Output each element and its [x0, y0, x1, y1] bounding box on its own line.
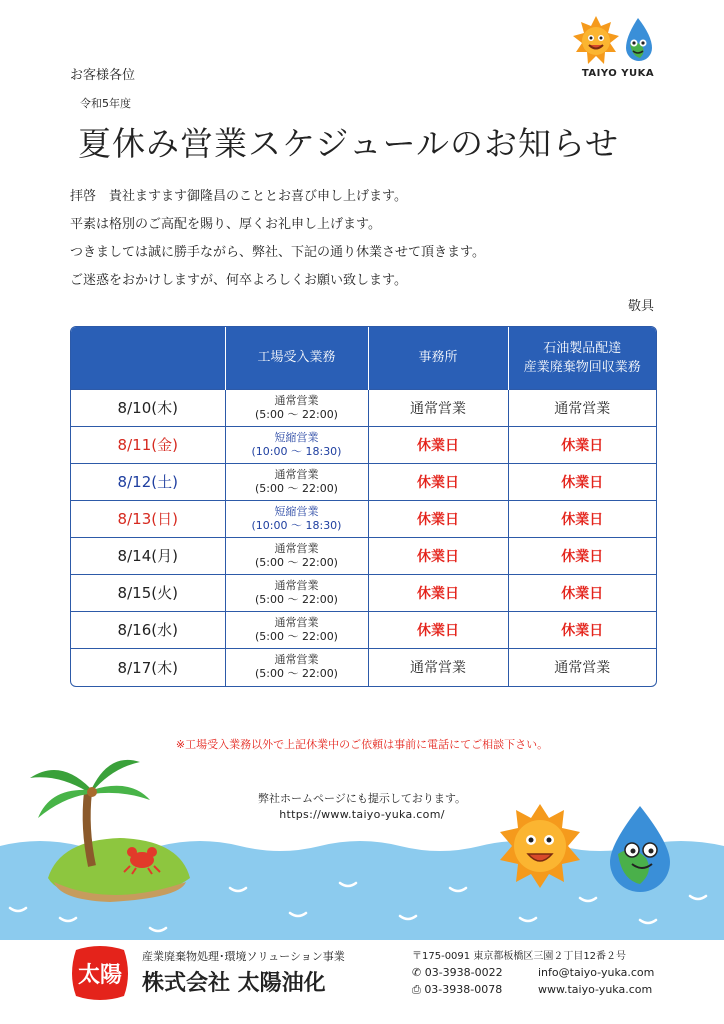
phone-icon: ✆ [412, 966, 422, 979]
row-date: 8/17(木) [71, 648, 225, 686]
row-factory [225, 648, 368, 686]
fiscal-year: 令和5年度 [80, 97, 131, 110]
row-delivery: 休業日 [508, 500, 656, 537]
row-factory [225, 574, 368, 611]
row-factory [225, 426, 368, 463]
row-delivery: 通常営業 [508, 648, 656, 686]
row-factory [225, 463, 368, 500]
company-fax [412, 983, 502, 997]
row-office: 休業日 [368, 500, 508, 537]
fax-icon: ⎙ [412, 983, 421, 996]
company-tel[interactable] [412, 966, 503, 979]
row-office: 休業日 [368, 574, 508, 611]
table-row [71, 537, 656, 574]
table-row [71, 389, 656, 426]
header-date [71, 327, 225, 389]
row-office: 休業日 [368, 611, 508, 648]
page-title: 夏休み営業スケジュールのお知らせ [78, 124, 620, 163]
letter-line: ご迷惑をおかけしますが、何卒よろしくお願い致します。 [70, 273, 407, 288]
company-email[interactable]: info@taiyo-yuka.com [538, 966, 655, 979]
row-office: 休業日 [368, 537, 508, 574]
row-date: 8/14(月) [71, 537, 225, 574]
factory-status: 通常営業 [274, 653, 319, 667]
table-row [71, 611, 656, 648]
row-date: 8/15(火) [71, 574, 225, 611]
recipient: お客様各位 [70, 68, 136, 83]
factory-status: 短縮営業 [274, 504, 319, 518]
row-factory [225, 500, 368, 537]
website-label: 弊社ホームページにも提示しております。 [258, 792, 466, 805]
beach-illustration [0, 748, 724, 940]
letter-closing: 敬具 [627, 299, 654, 314]
header-office: 事務所 [368, 327, 508, 389]
factory-status: 通常営業 [274, 541, 319, 555]
row-date: 8/16(水) [71, 611, 225, 648]
company-tagline: 産業廃棄物処理･環境ソリューション事業 [142, 950, 345, 963]
letter-line: 平素は格別のご高配を賜り、厚くお礼申し上げます。 [70, 217, 381, 232]
header-factory: 工場受入業務 [225, 327, 368, 389]
company-name: 株式会社 太陽油化 [142, 971, 326, 996]
factory-status: 通常営業 [274, 578, 319, 592]
row-office: 休業日 [368, 463, 508, 500]
row-factory [225, 537, 368, 574]
water-drop-mascot-icon [626, 18, 652, 61]
notice-text: ※工場受入業務以外で上記休業中のご依頼は事前に電話にてご相談下さい。 [175, 738, 549, 751]
factory-status: 通常営業 [274, 393, 319, 407]
logo-text: TAIYO YUKA [581, 68, 655, 79]
letter-line: 拝啓 貴社ますます御隆昌のこととお喜び申し上げます。 [70, 189, 407, 204]
table-row [71, 500, 656, 537]
logo-mascots [566, 14, 666, 74]
row-office: 休業日 [368, 426, 508, 463]
company-badge-graphic [70, 944, 130, 1002]
row-delivery: 休業日 [508, 574, 656, 611]
row-delivery: 休業日 [508, 426, 656, 463]
row-date: 8/10(木) [71, 389, 225, 426]
factory-hours: (5:00 ～ 22:00) [255, 407, 338, 421]
company-website[interactable]: www.taiyo-yuka.com [538, 983, 653, 996]
factory-hours: (10:00 ～ 18:30) [251, 518, 342, 532]
row-date: 8/12(土) [71, 463, 225, 500]
row-factory [225, 389, 368, 426]
website-url[interactable]: https://www.taiyo-yuka.com/ [279, 808, 445, 821]
row-office: 通常営業 [368, 389, 508, 426]
factory-hours: (5:00 ～ 22:00) [255, 667, 338, 681]
row-delivery: 休業日 [508, 611, 656, 648]
letter-line: つきましては誠に勝手ながら、弊社、下記の通り休業させて頂きます。 [70, 245, 485, 260]
row-delivery: 休業日 [508, 463, 656, 500]
company-badge-text: 太陽 [77, 963, 123, 988]
sun-mascot-icon [573, 16, 619, 64]
factory-hours: (5:00 ～ 22:00) [255, 629, 338, 643]
letter-body [70, 183, 485, 295]
row-date: 8/11(金) [71, 426, 225, 463]
factory-status: 短縮営業 [274, 430, 319, 444]
table-row [71, 648, 656, 686]
factory-status: 通常営業 [274, 615, 319, 629]
row-delivery: 休業日 [508, 537, 656, 574]
factory-hours: (5:00 ～ 22:00) [255, 555, 338, 569]
factory-hours: (5:00 ～ 22:00) [255, 481, 338, 495]
row-office: 通常営業 [368, 648, 508, 686]
fax-number: 03-3938-0078 [424, 983, 503, 996]
tel-number: 03-3938-0022 [424, 966, 503, 979]
table-header-row [71, 327, 656, 389]
factory-status: 通常営業 [274, 467, 319, 481]
row-factory [225, 611, 368, 648]
schedule-table [70, 326, 657, 687]
row-date: 8/13(日) [71, 500, 225, 537]
table-row [71, 426, 656, 463]
table-row [71, 463, 656, 500]
company-badge [70, 944, 130, 1002]
company-address: 〒175-0091 東京都板橋区三園２丁目12番２号 [412, 951, 627, 962]
row-delivery: 通常営業 [508, 389, 656, 426]
factory-hours: (10:00 ～ 18:30) [251, 444, 342, 458]
factory-hours: (5:00 ～ 22:00) [255, 592, 338, 606]
table-row [71, 574, 656, 611]
header-delivery: 石油製品配達 産業廃棄物回収業務 [508, 327, 656, 389]
